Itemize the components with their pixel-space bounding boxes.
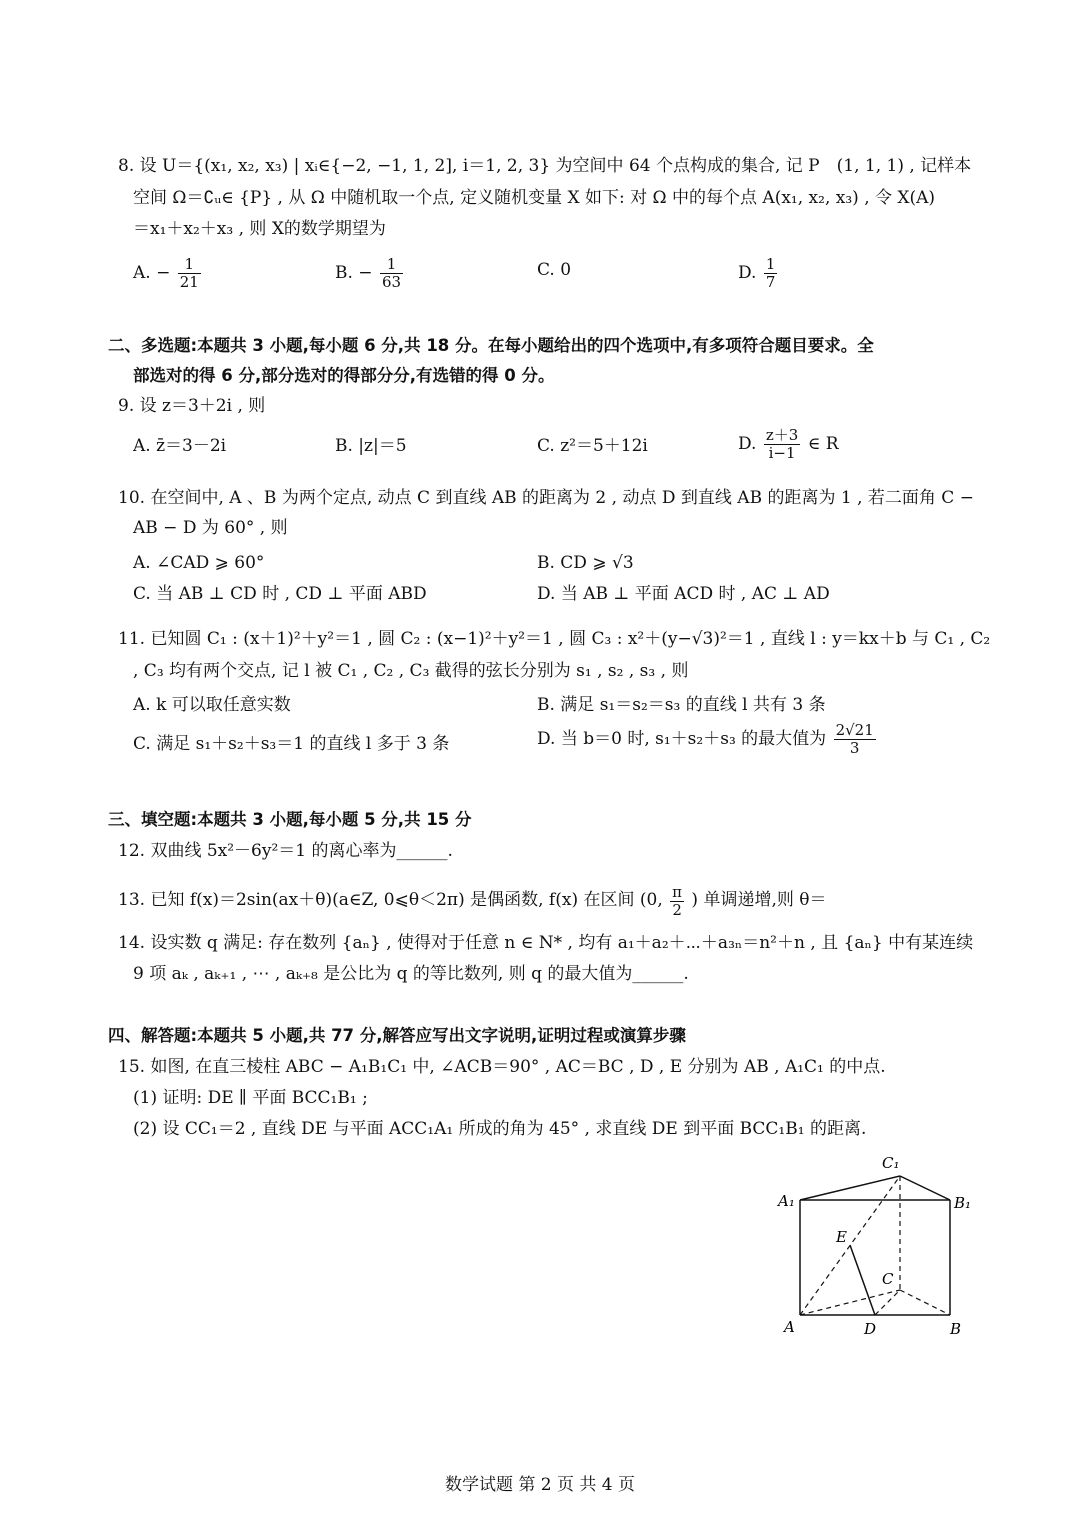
q11-line2: , C₃ 均有两个交点, 记 l 被 C₁ , C₂ , C₃ 截得的弦长分别为 s₁ , s₂ , s₃ , 则: [133, 661, 689, 681]
label-A: A: [784, 1318, 795, 1336]
label-C1: C₁: [882, 1154, 900, 1172]
label-C: C: [882, 1270, 894, 1288]
label-A1: A₁: [778, 1192, 795, 1210]
line-D-C-hidden: [875, 1290, 900, 1315]
q11-option-d-fraction: $\frac{2√21}{3}$: [835, 721, 874, 757]
q15-part1: (1) 证明: DE ∥ 平面 BCC₁B₁ ;: [133, 1088, 368, 1108]
q11-option-d: D. 当 b＝0 时, s₁＋s₂＋s₃ 的最大值为 $\frac{2√21}{3}$: [537, 721, 874, 757]
q13-interval-fraction: $\frac{\pi}{2}$: [672, 883, 683, 919]
q8-option-d: D. $\frac{1}{7}$: [738, 255, 776, 291]
q8-option-b: B. − $\frac{1}{63}$: [335, 255, 402, 291]
label-B1: B₁: [954, 1194, 972, 1212]
q9-option-a: A. z̄＝3－2i: [133, 436, 227, 456]
q11-option-a: A. k 可以取任意实数: [133, 695, 291, 715]
q9-option-b: B. |z|＝5: [335, 436, 407, 456]
q8-option-a: A. − $\frac{1}{21}$: [133, 255, 199, 291]
q8-line2: 空间 Ω＝∁ᵤ∈ {P} , 从 Ω 中随机取一个点, 定义随机变量 X 如下: 对 Ω 中的每个点 A(x₁, x₂, x₃) , 令 X(A): [133, 188, 936, 208]
q8-option-c: C. 0: [537, 260, 572, 280]
q10-option-b: B. CD ⩾ √3: [537, 553, 634, 573]
section-3-heading: 三、填空题:本题共 3 小题,每小题 5 分,共 15 分: [108, 810, 472, 829]
q11-option-b: B. 满足 s₁＝s₂＝s₃ 的直线 l 共有 3 条: [537, 695, 826, 715]
q13: 13. 已知 f(x)＝2sin(ax＋θ)(a∈Z, 0⩽θ＜2π) 是偶函数, f(x) 在区间 (0, $\frac{\pi}{2}$ ) 单调递增,则 θ＝: [118, 883, 827, 919]
q9-option-d: D. $\frac{z+3}{i-1}$ ∈ R: [738, 426, 839, 462]
q15-part2: (2) 设 CC₁＝2 , 直线 DE 与平面 ACC₁A₁ 所成的角为 45° , 求直线 DE 到平面 BCC₁B₁ 的距离.: [133, 1119, 867, 1139]
edge-A-C-hidden: [800, 1290, 900, 1315]
q10-option-d: D. 当 AB ⊥ 平面 ACD 时 , AC ⊥ AD: [537, 584, 830, 604]
q14-line2: 9 项 aₖ , aₖ₊₁ , ⋯ , aₖ₊₈ 是公比为 q 的等比数列, 则 q 的最大值为______.: [133, 964, 689, 984]
prism-diagram: [770, 1150, 980, 1340]
label-E: E: [836, 1228, 847, 1246]
q9-option-d-fraction: $\frac{z+3}{i-1}$: [765, 426, 799, 462]
q11-line1: 11. 已知圆 C₁ : (x＋1)²＋y²＝1 , 圆 C₂ : (x−1)²＋y²＝1 , 圆 C₃ : x²＋(y−√3)²＝1 , 直线 l : y＝kx＋b 与 C₁ , C₂: [118, 629, 991, 649]
edge-C1-B1: [900, 1176, 950, 1200]
q14-line1: 14. 设实数 q 满足: 存在数列 {aₙ} , 使得对于任意 n ∈ N* , 均有 a₁＋a₂＋⋯＋a₃ₙ＝n²＋n , 且 {aₙ} 中有某连续: [118, 933, 974, 953]
q8-line3: ＝x₁＋x₂＋x₃ , 则 X的数学期望为: [133, 219, 386, 239]
section-2-heading: 二、多选题:本题共 3 小题,每小题 6 分,共 18 分。在每小题给出的四个选项中,有多项符合题目要求。全: [108, 336, 874, 355]
label-D: D: [864, 1320, 877, 1338]
q8-option-b-fraction: $\frac{1}{63}$: [381, 255, 402, 291]
q10-option-c: C. 当 AB ⊥ CD 时 , CD ⊥ 平面 ABD: [133, 584, 427, 604]
edge-C-B-hidden: [900, 1290, 950, 1315]
q10-option-a: A. ∠CAD ⩾ 60°: [133, 553, 265, 573]
q9-stem: 9. 设 z＝3＋2i , 则: [118, 396, 266, 416]
label-B: B: [950, 1320, 962, 1338]
q11-option-c: C. 满足 s₁＋s₂＋s₃＝1 的直线 l 多于 3 条: [133, 734, 450, 754]
page-footer: 数学试题 第 2 页 共 4 页: [444, 1475, 636, 1495]
q8-line1: 8. 设 U＝{(x₁, x₂, x₃) | xᵢ∈{−2, −1, 1, 2], i＝1, 2, 3} 为空间中 64 个点构成的集合, 记 P (1, 1, 1) , 记样本: [118, 156, 972, 176]
segment-D-E: [850, 1245, 875, 1315]
q8-option-d-fraction: $\frac{1}{7}$: [765, 255, 776, 291]
q10-line2: AB − D 为 60° , 则: [133, 518, 288, 538]
q12: 12. 双曲线 5x²－6y²＝1 的离心率为______.: [118, 841, 453, 861]
section-2-heading-cont: 部选对的得 6 分,部分选对的得部分分,有选错的得 0 分。: [133, 366, 555, 385]
section-4-heading: 四、解答题:本题共 5 小题,共 77 分,解答应写出文字说明,证明过程或演算步骤: [108, 1026, 686, 1045]
q10-line1: 10. 在空间中, A 、B 为两个定点, 动点 C 到直线 AB 的距离为 2 , 动点 D 到直线 AB 的距离为 1 , 若二面角 C −: [118, 488, 974, 508]
prism-figure: [770, 1150, 980, 1340]
q8-option-a-fraction: $\frac{1}{21}$: [179, 255, 199, 291]
q9-option-c: C. z²＝5＋12i: [537, 436, 648, 456]
q15-line1: 15. 如图, 在直三棱柱 ABC − A₁B₁C₁ 中, ∠ACB＝90° , AC＝BC , D , E 分别为 AB , A₁C₁ 的中点.: [118, 1057, 886, 1077]
